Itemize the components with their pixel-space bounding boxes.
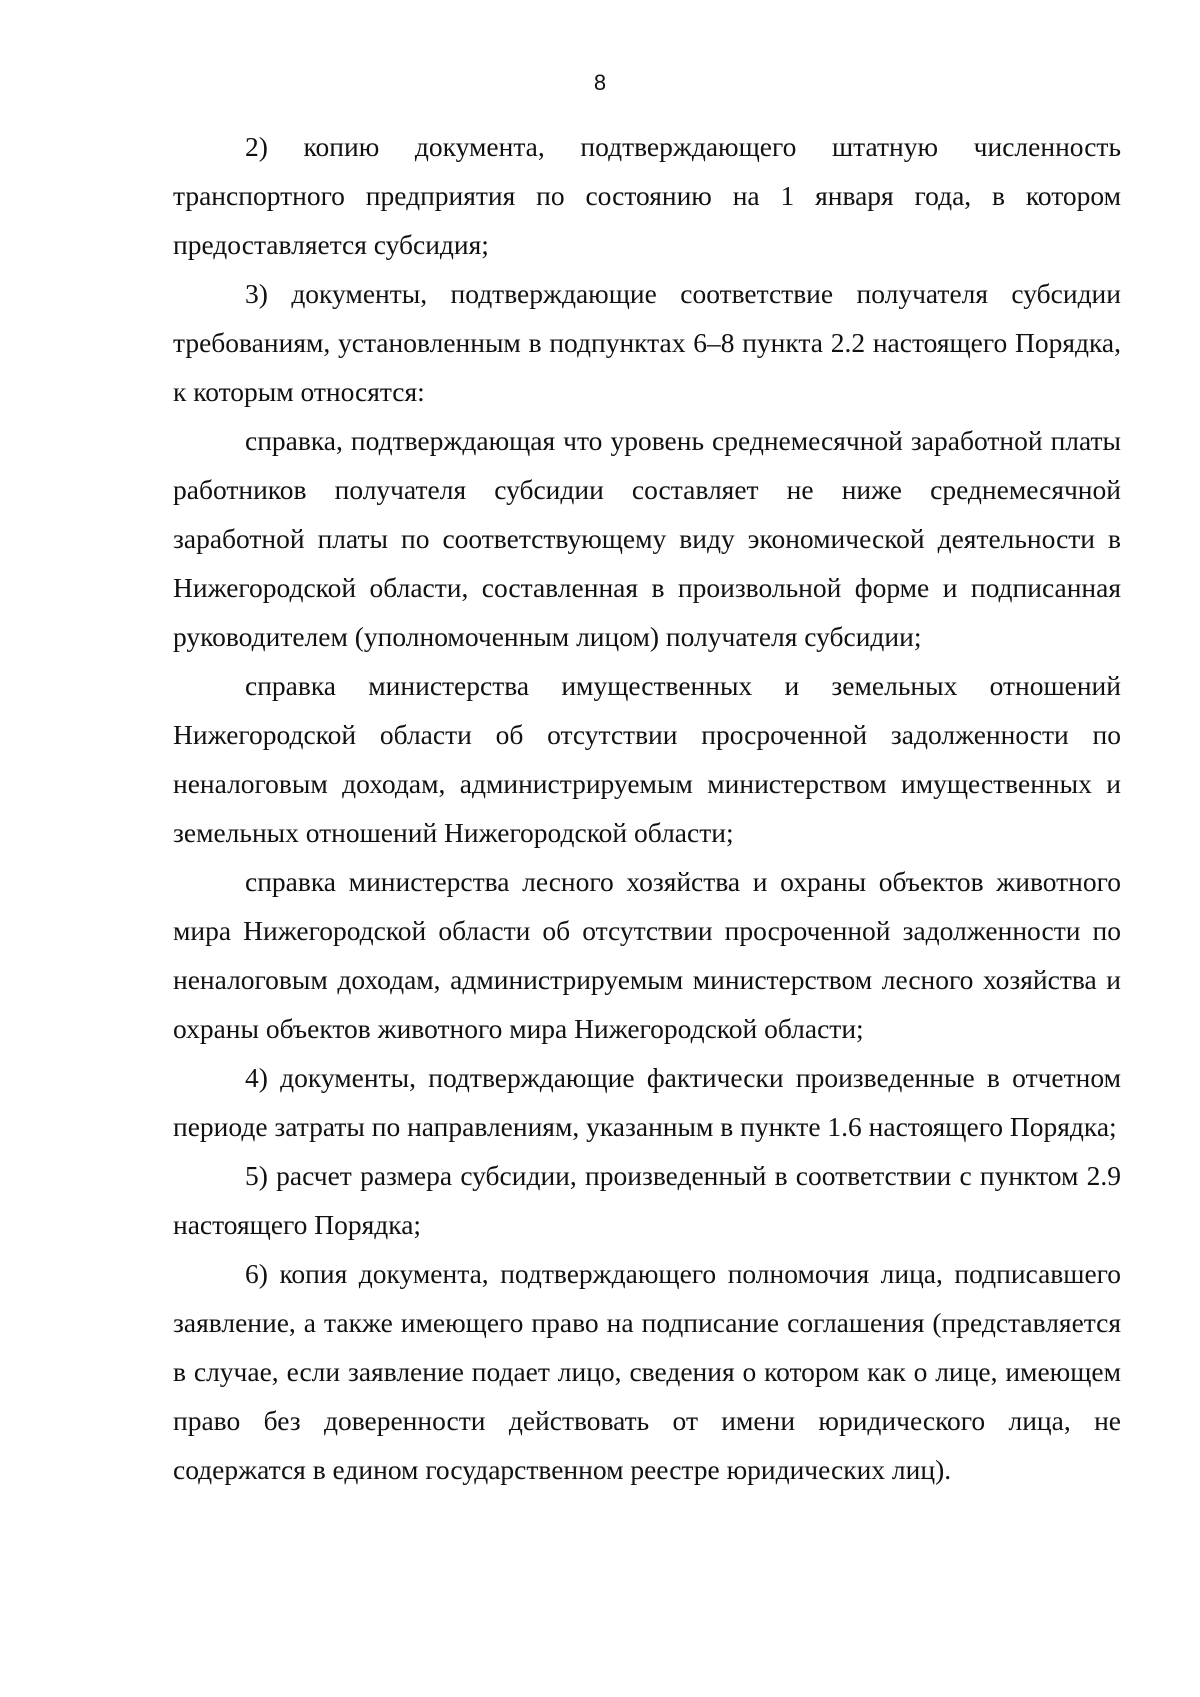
paragraph-item-6-authority-copy: 6) копия документа, подтверждающего полномочия лица, подписавшего заявление, а также имеющего право на подписание соглашения (представляется в случае, если заявление подает лицо, сведения о котором как о лице, имеющем право без доверенности действовать от имени юридического лица, не содержатся в едином государственном реестре юридических лиц). xyxy=(173,1258,1121,1485)
page-number: 8 xyxy=(593,70,607,95)
paragraph-item-5-subsidy-calculation: 5) расчет размера субсидии, произведенный в соответствии с пунктом 2.9 настоящего Порядка; xyxy=(173,1160,1121,1240)
paragraph-salary-certificate: справка, подтверждающая что уровень среднемесячной заработной платы работников получателя субсидии составляет не ниже среднемесячной заработной платы по соответствующему виду экономической деятельности в Нижегородской области, составленная в произвольной форме и подписанная руководителем (уполномоченным лицом) получателя субсидии; xyxy=(173,425,1121,652)
paragraph-item-4-expense-documents: 4) документы, подтверждающие фактически произведенные в отчетном периоде затраты по направлениям, указанным в пункте 1.6 настоящего Порядка; xyxy=(173,1062,1121,1142)
paragraph-property-ministry-certificate: справка министерства имущественных и земельных отношений Нижегородской области об отсутствии просроченной задолженности по неналоговым доходам, администрируемым министерством имущественных и земельных отношений Нижегородской области; xyxy=(173,670,1121,848)
paragraph-forestry-ministry-certificate: справка министерства лесного хозяйства и охраны объектов животного мира Нижегородской области об отсутствии просроченной задолженности по неналоговым доходам, администрируемым министерством лесного хозяйства и охраны объектов животного мира Нижегородской области; xyxy=(173,866,1121,1044)
paragraph-item-2-staff-copy: 2) копию документа, подтверждающего штатную численность транспортного предприятия по состоянию на 1 января года, в котором предоставляется субсидия; xyxy=(173,131,1121,260)
document-body xyxy=(173,122,1121,1494)
paragraph-item-3-compliance-documents: 3) документы, подтверждающие соответствие получателя субсидии требованиям, установленным в подпунктах 6–8 пункта 2.2 настоящего Порядка, к которым относятся: xyxy=(173,278,1121,407)
